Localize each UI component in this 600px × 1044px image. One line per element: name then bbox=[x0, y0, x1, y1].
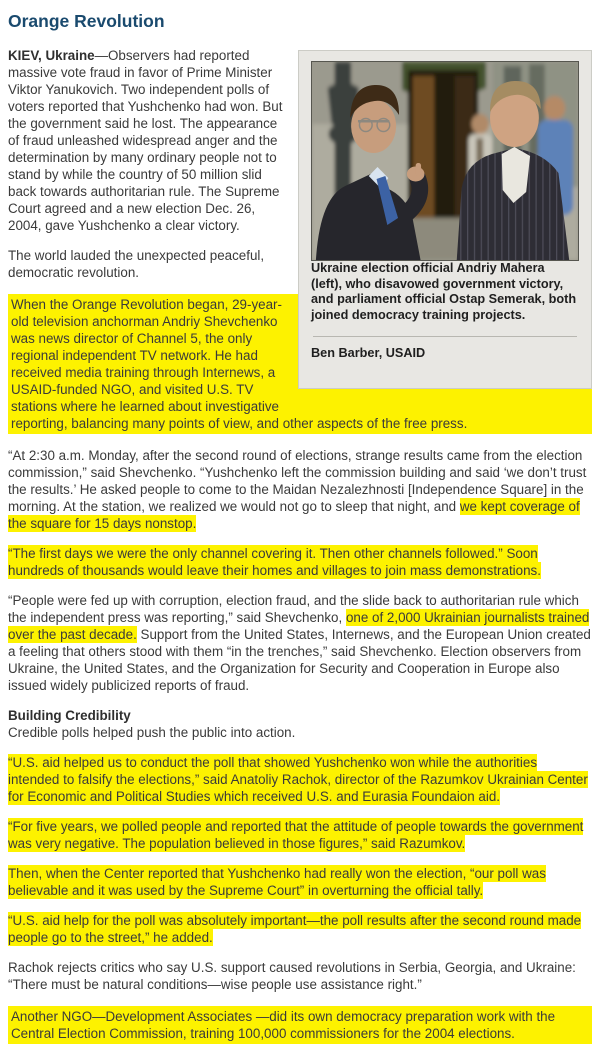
page-title: Orange Revolution bbox=[8, 11, 165, 31]
text-segment: The world lauded the unexpected peaceful, democratic revolution. bbox=[8, 248, 265, 280]
paragraph bbox=[8, 447, 592, 532]
highlighted-text-segment: “U.S. aid help for the poll was absolutely important—the poll results after the second round made people go to the street,” he added. bbox=[8, 913, 582, 945]
paragraph bbox=[8, 707, 592, 724]
highlighted-text-segment: one of 2,000 Ukrainian journalists trained over the past decade. bbox=[8, 610, 590, 642]
highlighted-text-segment: Then, when the Center reported that Yushchenko had really won the election, “our poll was believable and it was used by the Supreme Court” in overturning the official tally. bbox=[8, 866, 546, 898]
highlighted-text-segment: “For five years, we polled people and reported that the attitude of people towards the government was very negative. The population believed in those figures,” said Razumkov. bbox=[8, 819, 584, 851]
text-segment: Credible polls helped push the public into action. bbox=[8, 725, 296, 740]
caption-divider bbox=[313, 336, 577, 337]
paragraph bbox=[8, 959, 592, 993]
paragraph bbox=[8, 912, 592, 946]
text-segment: —Observers had reported massive vote fraud in favor of Prime Minister Viktor Yanukovich. Two independent polls of voters reported that Yushchenko had won. But the government said he lost. The appearance of fraud unleashed widespread anger and the determination by many ordinary people not to stand by while the country of 50 million slid back towards authoritarian rule. The Supreme Court agreed and a new election Dec. 26, 2004, gave Yushchenko a clear victory. bbox=[8, 48, 283, 233]
text-segment: Support from the United States, Internews, and the European Union created a feeling that others stood with them “in the trenches,” said Shevchenko. Election observers from Ukraine, the United States, and the Organization for Security and Cooperation in Europe also issued widely publicized reports of fraud. bbox=[8, 627, 591, 693]
paragraph bbox=[8, 545, 592, 579]
text-segment: KIEV, Ukraine bbox=[8, 48, 95, 63]
text-segment: “At 2:30 a.m. Monday, after the second round of elections, strange results came from the election commission,” said Shevchenko. “Yushchenko left the commission building and said ‘we don’t trust the results.’ He asked people to come to the Maidan Nezalezhnosti [Independence Square] in the morning. At the station, we realized we would not go to sleep that night, and bbox=[8, 448, 587, 514]
paragraph bbox=[8, 865, 592, 899]
text-segment: Rachok rejects critics who say U.S. support caused revolutions in Serbia, Georgia, and Ukraine: “There must be natural conditions—wise people use assistance right.” bbox=[8, 960, 576, 992]
paragraph bbox=[8, 1006, 592, 1044]
photo bbox=[312, 62, 578, 260]
photo-caption: Ukraine election official Andriy Mahera (left), who disavowed government victory, and parliament official Ostap Semerak, both joined democracy training projects. bbox=[311, 261, 577, 322]
text-segment: “People were fed up with corruption, election fraud, and the slide back to authoritarian rule which the independent press was reporting,” said Shevchenko, bbox=[8, 593, 579, 625]
photo-box bbox=[298, 50, 592, 389]
highlighted-text-segment: “U.S. aid helped us to conduct the poll that showed Yushchenko won while the authorities intended to falsify the elections,” said Anatoliy Rachok, director of the Razumkov Ukrainian Center for Economic and Political Studies which received U.S. and Eurasia Foundaion aid. bbox=[8, 755, 588, 804]
text-segment: Building Credibility bbox=[8, 708, 131, 723]
paragraph bbox=[8, 754, 592, 805]
highlighted-text-segment: “The first days we were the only channel covering it. Then other channels followed.” Soon hundreds of thousands would leave their homes and villages to join mass demonstrations. bbox=[8, 546, 541, 578]
highlighted-text-segment: we kept coverage of the square for 15 days nonstop. bbox=[8, 499, 580, 531]
photo-credit: Ben Barber, USAID bbox=[311, 346, 426, 360]
paragraph bbox=[8, 724, 592, 741]
paragraph bbox=[8, 592, 592, 694]
paragraph bbox=[8, 818, 592, 852]
text-segment: Another NGO—Development Associates —did its own democracy preparation work with the Central Election Commission, training 100,000 commissioners for the 2004 elections. bbox=[11, 1009, 556, 1041]
photo-frame bbox=[311, 61, 579, 261]
article-body bbox=[8, 47, 592, 1044]
text-segment: When the Orange Revolution began, 29-year-old television anchorman Andriy Shevchenko was news director of Channel 5, the only regional independent TV network. He had received media training through Internews, a USAID-funded NGO, and visited U.S. TV stations where he learned about investigative reporting, balancing many points of view, and other aspects of the free press. bbox=[11, 297, 468, 431]
